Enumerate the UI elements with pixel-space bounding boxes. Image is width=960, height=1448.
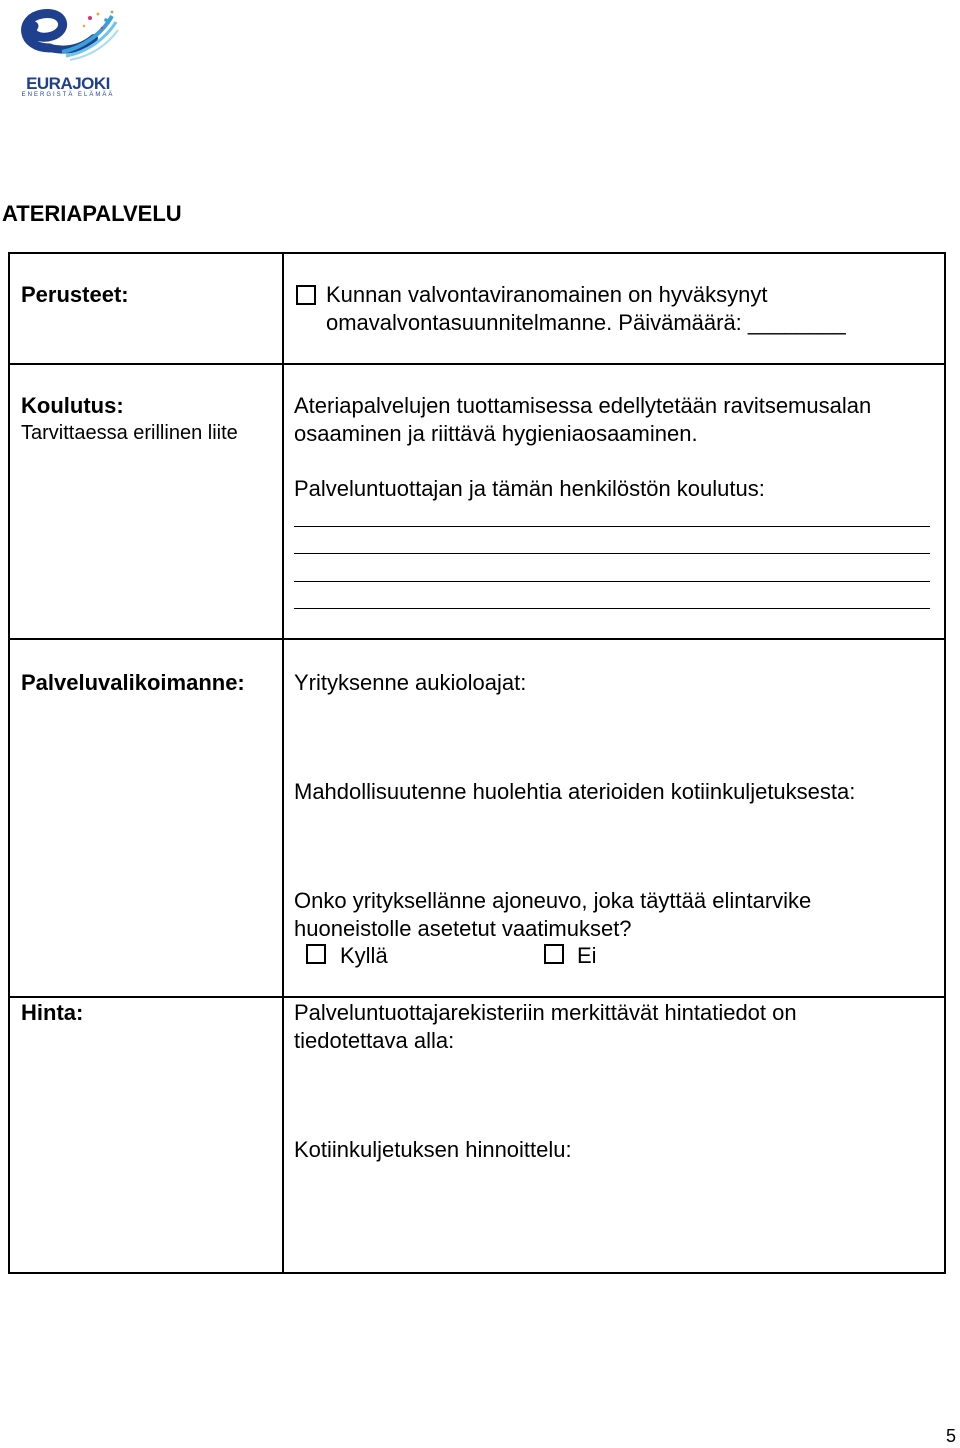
page-number: 5 [945, 1426, 956, 1446]
document-title: ATERIAPALVELU [2, 201, 182, 226]
training-answer-line[interactable] [294, 526, 930, 527]
training-answer-line[interactable] [294, 581, 930, 582]
delivery-question: Mahdollisuutenne huolehtia aterioiden kotiinkuljetuksesta: [294, 779, 856, 804]
opening-hours-question: Yrityksenne aukioloajat: [294, 670, 527, 695]
hinta-label: Hinta: [21, 1000, 84, 1025]
vehicle-question-line2: huoneistolle asetetut vaatimukset? [294, 916, 632, 941]
koulutus-sublabel: Tarvittaessa erillinen liite [21, 422, 238, 444]
price-info-line2: tiedotettava alla: [294, 1028, 455, 1053]
approval-text-line1: Kunnan valvontaviranomainen on hyväksynyt [326, 282, 768, 307]
training-question: Palveluntuottajan ja tämän henkilöstön koulutus: [294, 476, 765, 501]
price-info-line1: Palveluntuottajarekisteriin merkittävät hintatiedot on [294, 1000, 797, 1025]
logo-emblem-icon [12, 8, 122, 78]
palveluvalikoima-label: Palveluvalikoimanne: [21, 670, 245, 695]
perusteet-label: Perusteet: [21, 282, 129, 307]
eurajoki-logo [12, 8, 122, 98]
vehicle-no-checkbox[interactable] [544, 944, 564, 964]
approval-text-line2: omavalvontasuunnitelmanne. Päivämäärä: ________ [326, 310, 846, 335]
koulutus-text-line2: osaaminen ja riittävä hygieniaosaaminen. [294, 421, 698, 446]
delivery-pricing-question: Kotiinkuljetuksen hinnoittelu: [294, 1137, 572, 1162]
vehicle-question-line1: Onko yrityksellänne ajoneuvo, joka täyttää elintarvike [294, 888, 812, 913]
training-answer-line[interactable] [294, 553, 930, 554]
vehicle-yes-label: Kyllä [340, 943, 388, 968]
vehicle-no-label: Ei [577, 943, 597, 968]
logo-tagline: ENERGISTÄ ELÄMÄÄ [21, 92, 115, 98]
vehicle-yes-checkbox[interactable] [306, 944, 326, 964]
approval-checkbox[interactable] [296, 285, 316, 305]
logo-name: EURAJOKI [26, 74, 110, 93]
koulutus-text-line1: Ateriapalvelujen tuottamisessa edellytetään ravitsemusalan [294, 393, 872, 418]
training-answer-line[interactable] [294, 608, 930, 609]
koulutus-label: Koulutus: [21, 393, 124, 418]
